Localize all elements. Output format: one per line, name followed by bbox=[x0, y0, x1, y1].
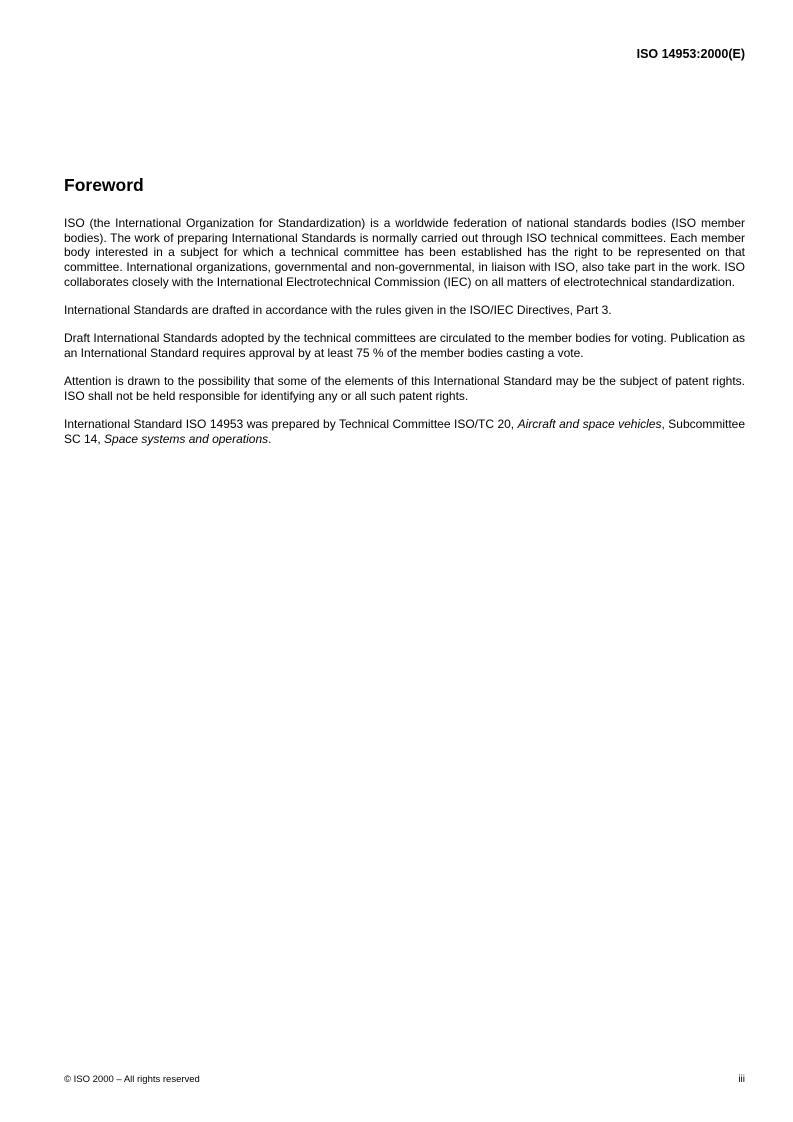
paragraph-iso-intro: ISO (the International Organization for Standardization) is a worldwide federation of national standards bodies (ISO member bodies). The work of preparing International Standards is normally carried out through ISO technical committees. Each member body interested in a subject for which a technical committee has been established has the right to be represented on that committee. International organizations, governmental and non-governmental, in liaison with ISO, also take part in the work. ISO collaborates closely with the International Electrotechnical Commission (IEC) on all matters of electrotechnical standardization. bbox=[64, 216, 745, 289]
document-id: ISO 14953:2000(E) bbox=[636, 47, 745, 61]
committee-title: Aircraft and space vehicles bbox=[517, 417, 662, 432]
prepared-by-text-1: International Standard ISO 14953 was prepared by Technical Committee ISO/TC 20, bbox=[64, 417, 518, 432]
copyright-notice: © ISO 2000 – All rights reserved bbox=[64, 1074, 200, 1085]
page-footer bbox=[64, 1074, 745, 1088]
prepared-by-text-3: . bbox=[268, 431, 272, 446]
page-number: iii bbox=[738, 1074, 745, 1085]
foreword-body bbox=[64, 216, 745, 460]
paragraph-prepared-by bbox=[64, 417, 745, 446]
paragraph-directives: International Standards are drafted in accordance with the rules given in the ISO/IEC Directives, Part 3. bbox=[64, 303, 612, 318]
prepared-by-text-2: , Subcommittee SC 14, bbox=[64, 417, 745, 446]
paragraph-patents: Attention is drawn to the possibility that some of the elements of this International Standard may be the subject of patent rights. ISO shall not be held responsible for identifying any or all such patent rights. bbox=[64, 374, 745, 403]
subcommittee-title: Space systems and operations bbox=[104, 431, 269, 446]
paragraph-voting: Draft International Standards adopted by the technical committees are circulated to the member bodies for voting. Publication as an International Standard requires approval by at least 75 % of the member bodies casting a vote. bbox=[64, 331, 745, 360]
page-title: Foreword bbox=[64, 175, 144, 195]
